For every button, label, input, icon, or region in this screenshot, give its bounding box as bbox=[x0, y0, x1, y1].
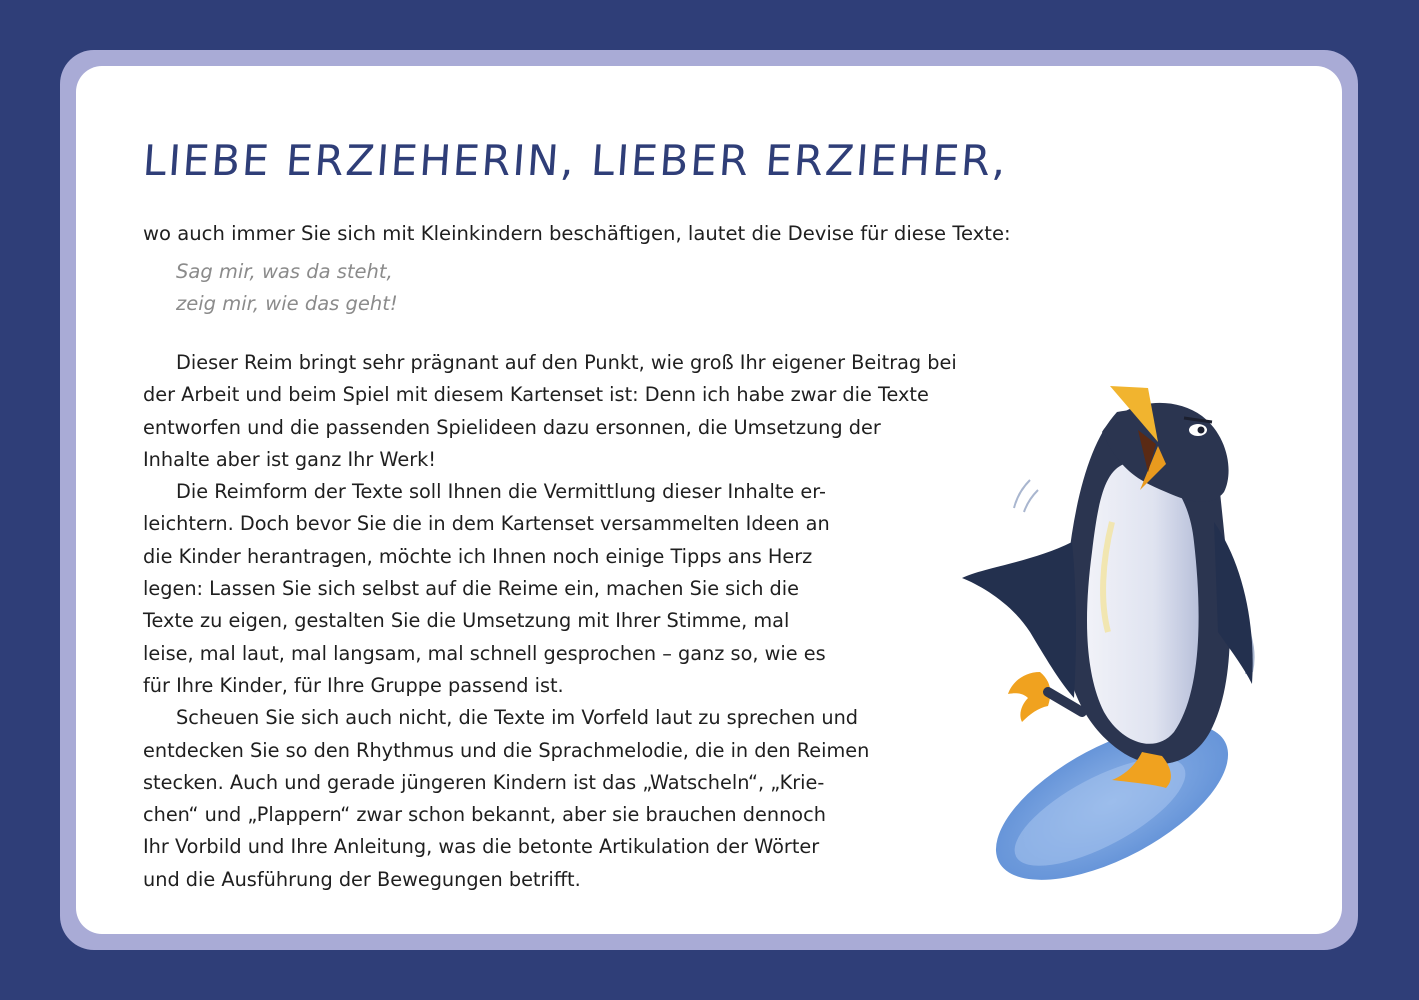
body-line: und die Ausführung der Bewegungen betrifft. bbox=[143, 867, 581, 891]
body-line: leichtern. Doch bevor Sie die in dem Kartenset versammelten Ideen an bbox=[143, 512, 830, 536]
body-line: stecken. Auch und gerade jüngeren Kindern ist das „Watscheln“, „Krie- bbox=[143, 770, 825, 794]
body-line: Scheuen Sie sich auch nicht, die Texte im Vorfeld laut zu sprechen und bbox=[176, 706, 859, 730]
body-line: der Arbeit und beim Spiel mit diesem Kartenset ist: Denn ich habe zwar die Texte bbox=[143, 383, 929, 407]
body-line: Ihr Vorbild und Ihre Anleitung, was die betonte Artikulation der Wörter bbox=[143, 835, 820, 859]
body-line: Texte zu eigen, gestalten Sie die Umsetzung mit Ihrer Stimme, mal bbox=[143, 609, 790, 633]
body-line: Dieser Reim bringt sehr prägnant auf den Punkt, wie groß Ihr eigener Beitrag bei bbox=[176, 351, 957, 374]
body-line: leise, mal laut, mal langsam, mal schnell gesprochen – ganz so, wie es bbox=[143, 641, 826, 665]
body-text bbox=[143, 347, 957, 896]
body-line: für Ihre Kinder, für Ihre Gruppe passend ist. bbox=[143, 673, 564, 697]
body-line: entdecken Sie so den Rhythmus und die Sprachmelodie, die in den Reimen bbox=[143, 738, 870, 762]
verse-line: Sag mir, was da steht, bbox=[176, 260, 393, 283]
body-line: die Kinder herantragen, möchte ich Ihnen noch einige Tipps ans Herz bbox=[143, 544, 813, 568]
intro-text: wo auch immer Sie sich mit Kleinkindern beschäftigen, lautet die Devise für diese Texte: bbox=[143, 222, 1011, 245]
body-line: Inhalte aber ist ganz Ihr Werk! bbox=[143, 447, 437, 471]
verse bbox=[176, 256, 398, 321]
page-title: LIEBE ERZIEHERIN, LIEBER ERZIEHER, bbox=[141, 136, 1010, 185]
body-line: entworfen und die passenden Spielideen dazu ersonnen, die Umsetzung der bbox=[143, 415, 881, 439]
body-line: chen“ und „Plappern“ zwar schon bekannt, aber sie brauchen dennoch bbox=[143, 803, 826, 827]
verse-line: zeig mir, wie das geht! bbox=[176, 292, 398, 316]
body-line: legen: Lassen Sie sich selbst auf die Reime ein, machen Sie sich die bbox=[143, 577, 799, 601]
body-line: Die Reimform der Texte soll Ihnen die Vermittlung dieser Inhalte er- bbox=[176, 480, 826, 504]
penguin-illustration bbox=[952, 372, 1262, 890]
